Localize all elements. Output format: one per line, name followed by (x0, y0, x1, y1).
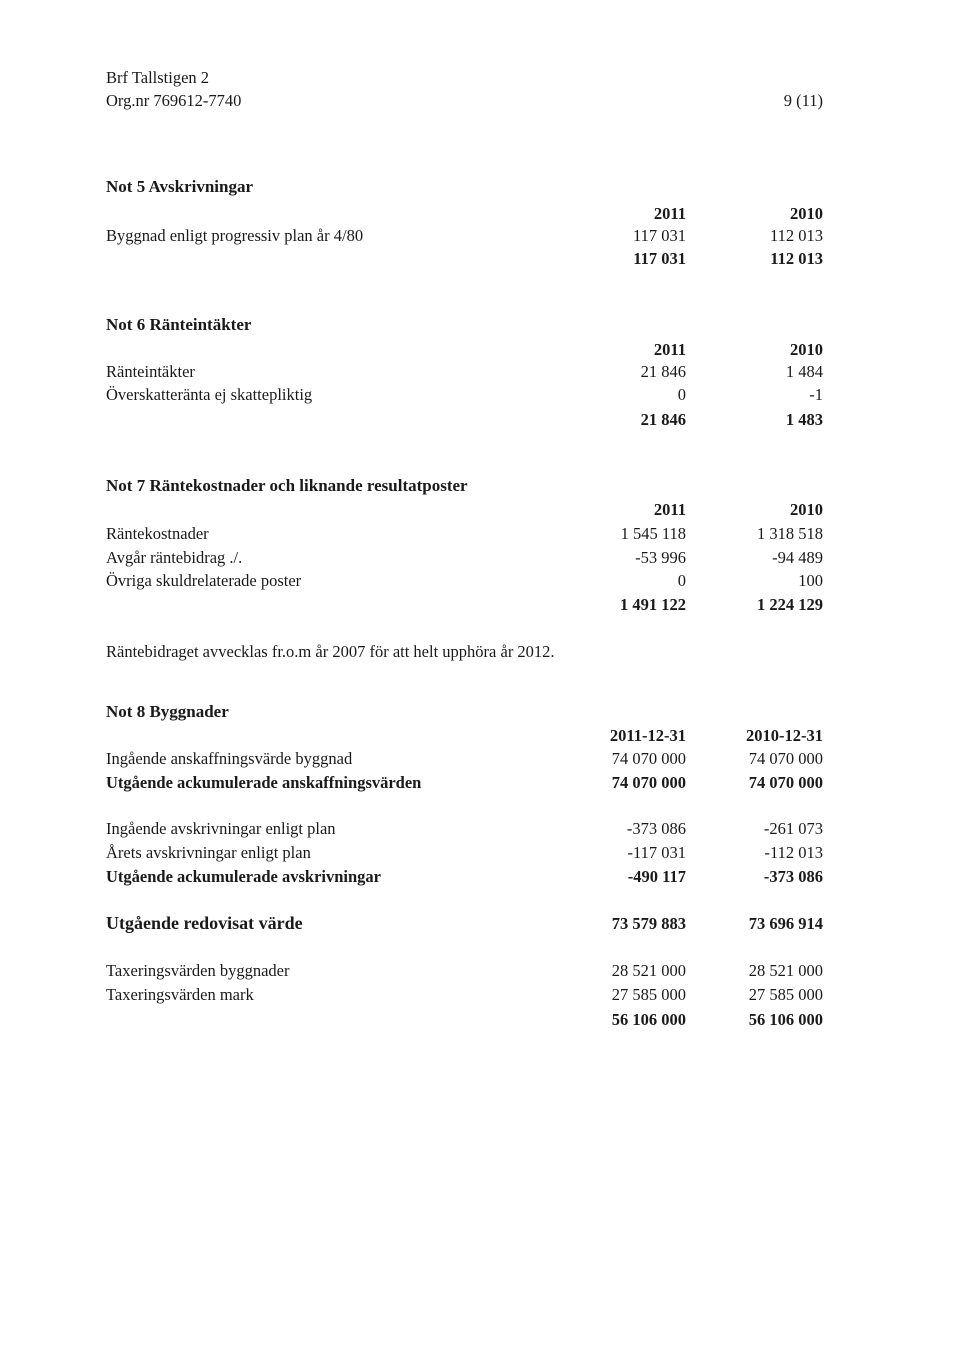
not8-col2-header: 2010-12-31 (746, 726, 823, 745)
not7-row-label: Övriga skuldrelaterade poster (106, 571, 302, 590)
not8-row-label: Ingående avskrivningar enligt plan (106, 819, 336, 838)
not5-total-v2: 112 013 (770, 249, 823, 268)
not8-book-value-v1: 73 579 883 (611, 914, 686, 933)
not7-row-v1: 1 545 118 (620, 524, 686, 543)
not7-row-v1: 0 (677, 571, 686, 590)
not8-col1-header: 2011-12-31 (609, 726, 686, 745)
not6-row-label: Ränteintäkter (106, 362, 195, 381)
org-number: Org.nr 769612-7740 (106, 91, 242, 110)
not6-title: Not 6 Ränteintäkter (106, 315, 252, 334)
not5-row-label: Byggnad enligt progressiv plan år 4/80 (106, 226, 364, 245)
not8-subtotal-v2: -373 086 (763, 867, 823, 886)
not8-total-v2: 56 106 000 (748, 1010, 823, 1029)
not5-col2-header: 2010 (790, 204, 823, 223)
not6-total-v1: 21 846 (640, 410, 686, 429)
not8-subtotal-v2: 74 070 000 (748, 773, 823, 792)
not6-col2-header: 2010 (790, 340, 823, 359)
not6-total-v2: 1 483 (785, 410, 823, 429)
not8-book-value-v2: 73 696 914 (748, 914, 823, 933)
not8-row-label: Ingående anskaffningsvärde byggnad (106, 749, 353, 768)
not7-row-v1: -53 996 (635, 548, 686, 567)
org-name: Brf Tallstigen 2 (106, 68, 210, 87)
not8-row-label: Taxeringsvärden byggnader (106, 961, 290, 980)
not8-row-v2: 74 070 000 (748, 749, 823, 768)
not8-subtotal-v1: 74 070 000 (611, 773, 686, 792)
not6-col1-header: 2011 (653, 340, 686, 359)
not8-subtotal-v1: -490 117 (627, 867, 686, 886)
not8-row-v2: 28 521 000 (748, 961, 823, 980)
not6-row-v1: 0 (677, 385, 686, 404)
not8-row-v2: -112 013 (764, 843, 823, 862)
not5-row-v1: 117 031 (632, 226, 686, 245)
not7-row-label: Räntekostnader (106, 524, 209, 543)
not8-total-v1: 56 106 000 (611, 1010, 686, 1029)
not7-footnote: Räntebidraget avvecklas fr.o.m år 2007 för att helt upphöra år 2012. (106, 642, 555, 661)
not7-col1-header: 2011 (653, 500, 686, 519)
not8-row-v1: 74 070 000 (611, 749, 686, 768)
not5-row-v2: 112 013 (769, 226, 823, 245)
not8-row-label: Taxeringsvärden mark (106, 985, 254, 1004)
not8-row-v1: 27 585 000 (611, 985, 686, 1004)
not7-row-v2: -94 489 (772, 548, 823, 567)
not8-book-value-label: Utgående redovisat värde (106, 913, 303, 933)
not7-row-v2: 100 (798, 571, 823, 590)
not7-total-v1: 1 491 122 (620, 595, 686, 614)
not8-subtotal-label: Utgående ackumulerade anskaffningsvärden (106, 773, 422, 792)
not8-row-v1: -117 031 (627, 843, 686, 862)
not8-subtotal-label: Utgående ackumulerade avskrivningar (106, 867, 382, 886)
not5-col1-header: 2011 (653, 204, 686, 223)
not7-title: Not 7 Räntekostnader och liknande resultatposter (106, 476, 468, 495)
not7-row-v2: 1 318 518 (757, 524, 823, 543)
not6-row-label: Överskatteränta ej skattepliktig (106, 385, 313, 404)
not6-row-v1: 21 846 (640, 362, 686, 381)
not7-row-label: Avgår räntebidrag ./. (106, 548, 243, 567)
page-number: 9 (11) (783, 91, 823, 110)
not8-row-label: Årets avskrivningar enligt plan (106, 843, 311, 862)
not7-col2-header: 2010 (790, 500, 823, 519)
not5-total-v1: 117 031 (633, 249, 686, 268)
not8-title: Not 8 Byggnader (106, 702, 229, 721)
not8-row-v1: 28 521 000 (611, 961, 686, 980)
not8-row-v2: 27 585 000 (748, 985, 823, 1004)
not8-row-v2: -261 073 (763, 819, 823, 838)
not5-title: Not 5 Avskrivningar (106, 177, 254, 196)
not7-total-v2: 1 224 129 (757, 595, 823, 614)
not6-row-v2: -1 (809, 385, 823, 404)
not6-row-v2: 1 484 (785, 362, 823, 381)
not8-row-v1: -373 086 (626, 819, 686, 838)
